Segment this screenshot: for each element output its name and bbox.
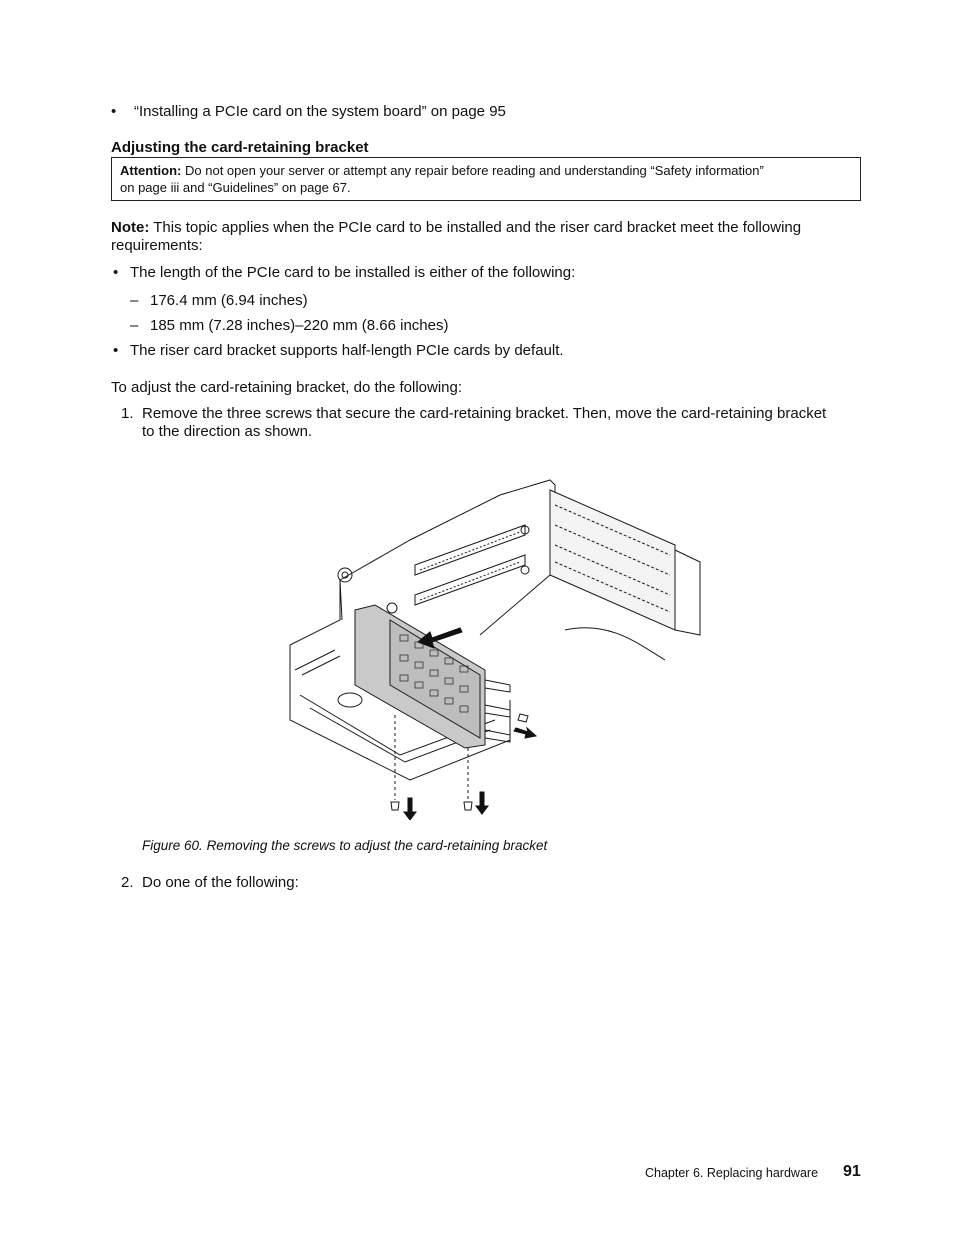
requirement-sub-1: 176.4 mm (6.94 inches) (150, 292, 308, 309)
attention-line1: Do not open your server or attempt any repair before reading and understanding “Safety information” (185, 163, 764, 178)
procedure-intro: To adjust the card-retaining bracket, do the following: (111, 379, 463, 396)
step-1-line1: Remove the three screws that secure the card-retaining bracket. Then, move the card-retaining bracket (142, 405, 827, 422)
note-line2: requirements: (111, 237, 203, 254)
note-line1: This topic applies when the PCIe card to be installed and the riser card bracket meet the following (153, 219, 802, 236)
step-1-text (142, 405, 872, 441)
step-2-text: Do one of the following: (142, 874, 299, 891)
step-1-number: 1. (121, 405, 134, 422)
requirement-sub-2: 185 mm (7.28 inches)–220 mm (8.66 inches) (150, 317, 449, 334)
section-heading: Adjusting the card-retaining bracket (111, 139, 369, 156)
bullet-marker: • (113, 342, 119, 359)
bullet-marker: • (113, 264, 119, 281)
related-link-installing-pcie[interactable]: “Installing a PCIe card on the system board” on page 95 (134, 103, 506, 120)
note-paragraph (111, 219, 871, 255)
requirement-bullet-1: The length of the PCIe card to be installed is either of the following: (130, 264, 576, 281)
footer-chapter: Chapter 6. Replacing hardware (645, 1166, 819, 1180)
top-bullet-marker: • (111, 103, 117, 120)
attention-box (111, 157, 861, 201)
requirement-bullet-2: The riser card bracket supports half-length PCIe cards by default. (130, 342, 564, 359)
step-1-line2: to the direction as shown. (142, 423, 313, 440)
figure-label: Figure 60. (142, 838, 203, 853)
attention-text (120, 162, 850, 196)
dash-marker: – (130, 317, 139, 334)
step-2-number: 2. (121, 874, 134, 891)
figure-caption-text: Removing the screws to adjust the card-retaining bracket (206, 838, 548, 853)
footer-page-number: 91 (843, 1163, 861, 1180)
figure-illustration (280, 470, 720, 820)
figure-caption (142, 838, 547, 853)
attention-line2: on page iii and “Guidelines” on page 67. (120, 180, 351, 195)
note-label: Note: (111, 219, 150, 236)
attention-label: Attention: (120, 163, 182, 178)
dash-marker: – (130, 292, 139, 309)
